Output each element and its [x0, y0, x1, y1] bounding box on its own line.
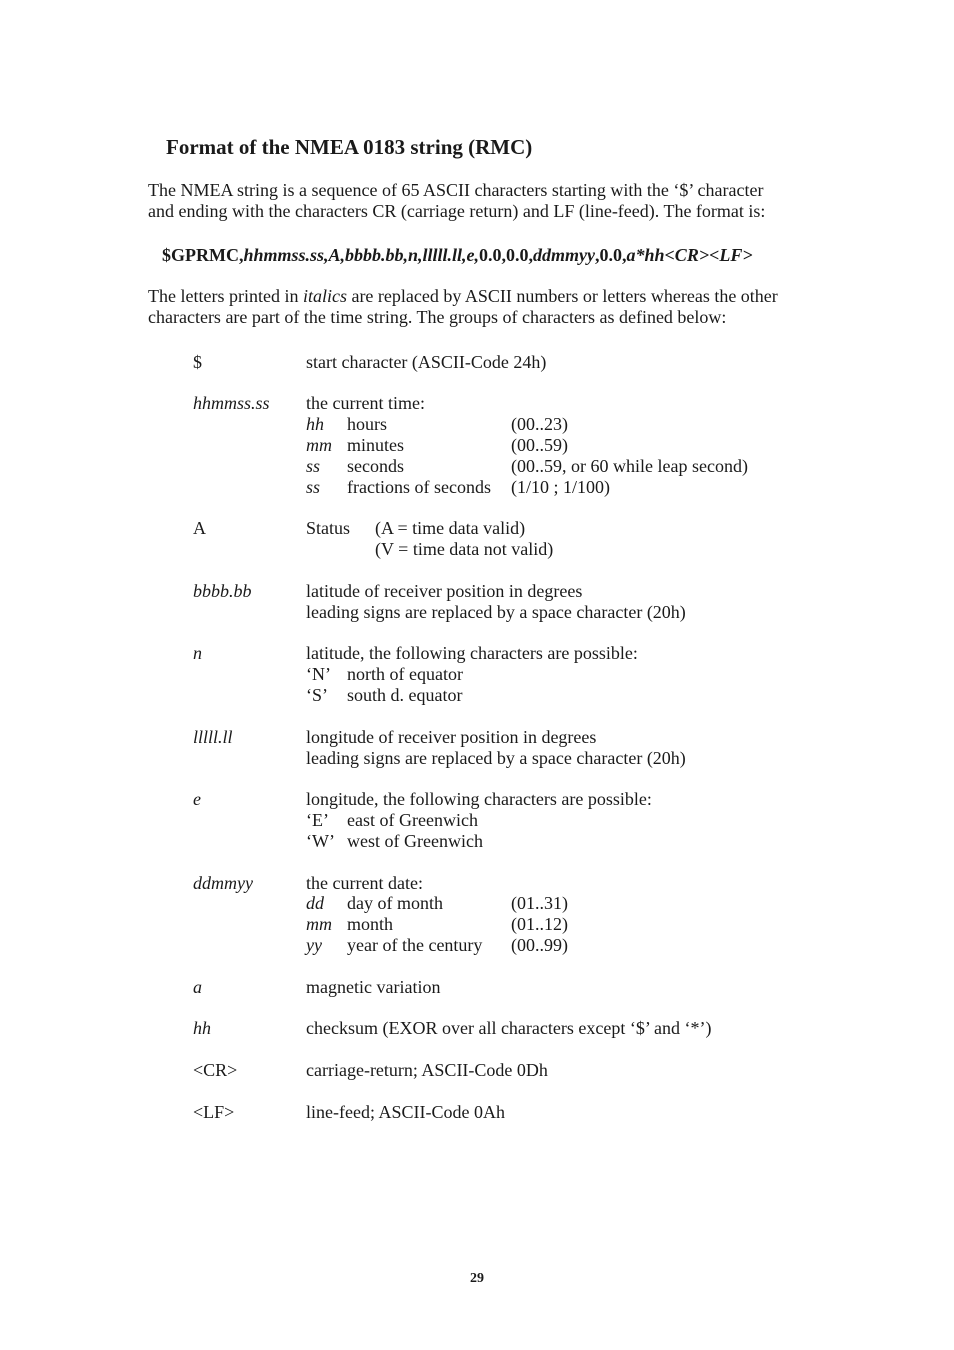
lat-text-north: north of equator — [347, 664, 463, 684]
lon-code-w: ‘W’ — [306, 831, 335, 851]
date-range-day: (01..31) — [511, 893, 568, 913]
term-magvar: a — [193, 977, 202, 997]
time-name-seconds: seconds — [347, 456, 404, 476]
date-range-year: (00..99) — [511, 935, 568, 955]
lon-text-east: east of Greenwich — [347, 810, 478, 830]
lon-code-e: ‘E’ — [306, 810, 329, 830]
term-cr: <CR> — [193, 1060, 238, 1080]
term-time: hhmmss.ss — [193, 393, 270, 413]
time-abbr-hh: hh — [306, 414, 324, 434]
desc-magvar: magnetic variation — [306, 977, 441, 997]
explain-text-b: are replaced by ASCII numbers or letters whereas the other — [346, 286, 778, 306]
explain-line-2: characters are part of the time string. The groups of characters as defined below: — [148, 307, 727, 327]
format-part-2: hhmmss.ss,A,bbbb.bb,n,lllll.ll,e, — [243, 245, 480, 265]
format-part-3: 0.0,0.0, — [479, 245, 534, 265]
format-part-1: $GPRMC, — [162, 245, 244, 265]
time-range-seconds: (00..59, or 60 while leap second) — [511, 456, 748, 476]
time-abbr-ss-fraction: ss — [306, 477, 321, 497]
time-name-minutes: minutes — [347, 435, 404, 455]
explain-paragraph — [148, 286, 828, 328]
term-lf: <LF> — [193, 1102, 235, 1122]
lat-direction-desc: latitude, the following characters are possible: — [306, 643, 638, 663]
lon-text-west: west of Greenwich — [347, 831, 483, 851]
desc-time: the current time: — [306, 393, 425, 413]
desc-date: the current date: — [306, 873, 423, 893]
explain-italic-word: italics — [302, 286, 347, 306]
term-lon-direction: e — [193, 789, 201, 809]
desc-lf: line-feed; ASCII-Code 0Ah — [306, 1102, 505, 1122]
term-checksum: hh — [193, 1018, 211, 1038]
term-lat-direction: n — [193, 643, 202, 663]
lat-code-n: ‘N’ — [306, 664, 331, 684]
lon-direction-desc: longitude, the following characters are possible: — [306, 789, 652, 809]
format-part-6: a*hh<CR><LF> — [626, 245, 753, 265]
desc-checksum: checksum (EXOR over all characters except ‘$’ and ‘*’) — [306, 1018, 712, 1038]
latitude-line-1: latitude of receiver position in degrees — [306, 581, 583, 601]
date-abbr-dd: dd — [306, 893, 324, 913]
time-name-fractions: fractions of seconds — [347, 477, 491, 497]
status-label: Status — [306, 518, 351, 538]
time-abbr-ss: ss — [306, 456, 321, 476]
intro-paragraph — [148, 180, 828, 222]
format-string — [162, 245, 753, 266]
status-invalid: (V = time data not valid) — [375, 539, 554, 559]
section-title: Format of the NMEA 0183 string (RMC) — [166, 135, 533, 159]
date-name-month: month — [347, 914, 394, 934]
time-range-fractions: (1/10 ; 1/100) — [511, 477, 610, 497]
time-range-hours: (00..23) — [511, 414, 568, 434]
date-abbr-yy: yy — [306, 935, 322, 955]
term-latitude: bbbb.bb — [193, 581, 252, 601]
date-abbr-mm: mm — [306, 914, 332, 934]
time-name-hours: hours — [347, 414, 387, 434]
date-range-month: (01..12) — [511, 914, 568, 934]
explain-line-1 — [148, 286, 778, 306]
explain-text-a: The letters printed in — [148, 286, 303, 306]
longitude-line-1: longitude of receiver position in degrees — [306, 727, 597, 747]
date-name-day: day of month — [347, 893, 443, 913]
status-valid: (A = time data valid) — [375, 518, 526, 538]
format-part-4: ddmmyy — [533, 245, 596, 265]
term-date: ddmmyy — [193, 873, 253, 893]
time-abbr-mm: mm — [306, 435, 332, 455]
intro-line-1: The NMEA string is a sequence of 65 ASCII characters starting with the ‘$’ character — [148, 180, 764, 200]
term-status: A — [193, 518, 206, 538]
lat-code-s: ‘S’ — [306, 685, 328, 705]
desc-dollar: start character (ASCII-Code 24h) — [306, 352, 547, 372]
lat-text-south: south d. equator — [347, 685, 463, 705]
latitude-line-2: leading signs are replaced by a space character (20h) — [306, 602, 686, 622]
longitude-line-2: leading signs are replaced by a space character (20h) — [306, 748, 686, 768]
page-number: 29 — [470, 1271, 484, 1286]
desc-cr: carriage-return; ASCII-Code 0Dh — [306, 1060, 548, 1080]
format-part-5: ,0.0, — [595, 245, 627, 265]
term-longitude: lllll.ll — [193, 727, 233, 747]
intro-line-2: and ending with the characters CR (carriage return) and LF (line-feed). The format is: — [148, 201, 766, 221]
time-range-minutes: (00..59) — [511, 435, 568, 455]
date-name-year: year of the century — [347, 935, 483, 955]
term-dollar: $ — [193, 352, 202, 372]
